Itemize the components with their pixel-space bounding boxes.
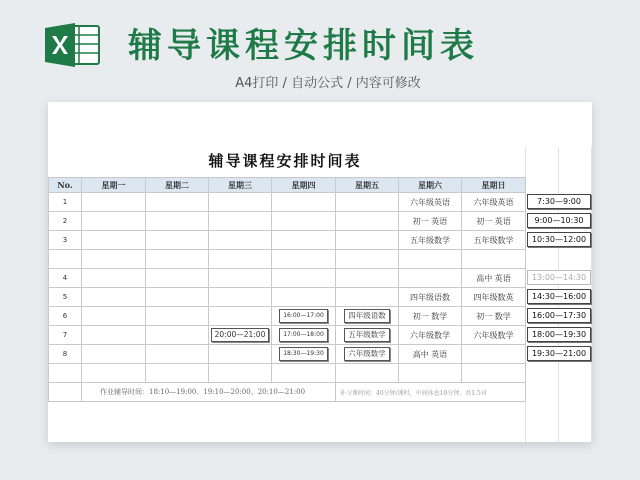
schedule-cell[interactable]: [82, 231, 146, 250]
schedule-cell[interactable]: 初一 数学: [399, 307, 462, 326]
table-row: [49, 212, 526, 231]
row-number: 1: [49, 193, 82, 212]
table-row: [49, 307, 526, 326]
schedule-cell[interactable]: [336, 307, 399, 326]
schedule-cell[interactable]: [336, 288, 399, 307]
footnote-row: [49, 383, 526, 402]
schedule-cell[interactable]: [209, 250, 272, 269]
cell-box: 18:30—19:30: [279, 347, 328, 361]
schedule-cell[interactable]: [399, 269, 462, 288]
table-row: [49, 288, 526, 307]
excel-icon: [43, 22, 101, 68]
schedule-cell[interactable]: [146, 288, 209, 307]
schedule-cell[interactable]: [209, 364, 272, 383]
time-slot: [526, 306, 592, 325]
schedule-cell[interactable]: [399, 250, 462, 269]
schedule-cell[interactable]: 初一 英语: [462, 212, 526, 231]
column-header[interactable]: 星期一: [82, 178, 146, 193]
schedule-cell[interactable]: [209, 212, 272, 231]
time-slot: [526, 192, 592, 211]
schedule-cell[interactable]: 初一 数学: [462, 307, 526, 326]
schedule-cell[interactable]: 高中 英语: [462, 269, 526, 288]
table-row: [49, 193, 526, 212]
row-number: 4: [49, 269, 82, 288]
schedule-cell[interactable]: [146, 212, 209, 231]
schedule-cell[interactable]: [82, 269, 146, 288]
schedule-cell[interactable]: [82, 288, 146, 307]
cell-box: 五年级数学: [344, 328, 390, 342]
schedule-cell[interactable]: [336, 193, 399, 212]
schedule-cell[interactable]: [272, 250, 336, 269]
row-number: [49, 383, 82, 402]
column-header[interactable]: 星期三: [209, 178, 272, 193]
schedule-cell[interactable]: [209, 193, 272, 212]
table-row: [49, 250, 526, 269]
time-slot-label[interactable]: 16:00—17:30: [527, 308, 591, 323]
spreadsheet-preview: [48, 102, 592, 442]
time-slot-label[interactable]: 7:30—9:00: [527, 194, 591, 209]
schedule-cell[interactable]: 高中 英语: [399, 345, 462, 364]
schedule-cell[interactable]: [336, 212, 399, 231]
schedule-cell[interactable]: [336, 231, 399, 250]
column-header[interactable]: 星期二: [146, 178, 209, 193]
cell-box: 六年级数学: [344, 347, 390, 361]
row-number: 6: [49, 307, 82, 326]
schedule-cell[interactable]: 六年级英语: [462, 193, 526, 212]
schedule-cell[interactable]: [82, 326, 146, 345]
table-row: [49, 345, 526, 364]
table-row: [49, 231, 526, 250]
schedule-cell[interactable]: [272, 345, 336, 364]
schedule-cell[interactable]: [82, 250, 146, 269]
schedule-cell[interactable]: [272, 269, 336, 288]
schedule-cell[interactable]: [462, 250, 526, 269]
time-slot: [526, 344, 592, 363]
schedule-cell[interactable]: [272, 326, 336, 345]
time-column-spacer: [526, 177, 592, 192]
schedule-cell[interactable]: [82, 212, 146, 231]
time-slot-label[interactable]: 9:00—10:30: [527, 213, 591, 228]
schedule-cell[interactable]: [209, 288, 272, 307]
schedule-cell[interactable]: [272, 288, 336, 307]
cell-box: 四年级语数: [344, 309, 390, 323]
schedule-cell[interactable]: [272, 231, 336, 250]
row-number: [49, 364, 82, 383]
schedule-cell[interactable]: [272, 307, 336, 326]
table-row: [49, 364, 526, 383]
row-number: 7: [49, 326, 82, 345]
schedule-cell[interactable]: 四年级数英: [462, 288, 526, 307]
time-slot: [526, 287, 592, 306]
schedule-cell[interactable]: [462, 364, 526, 383]
column-header[interactable]: No.: [49, 178, 82, 193]
schedule-cell[interactable]: 六年级英语: [399, 193, 462, 212]
schedule-cell[interactable]: 六年级数学: [462, 326, 526, 345]
schedule-cell[interactable]: [146, 250, 209, 269]
column-header[interactable]: 星期五: [336, 178, 399, 193]
table-row: [49, 326, 526, 345]
schedule-cell[interactable]: [146, 364, 209, 383]
table-row: [49, 269, 526, 288]
schedule-cell[interactable]: [146, 231, 209, 250]
row-number: 8: [49, 345, 82, 364]
schedule-cell[interactable]: [336, 364, 399, 383]
time-slot: [526, 230, 592, 249]
schedule-cell[interactable]: [336, 250, 399, 269]
schedule-cell[interactable]: [82, 193, 146, 212]
time-slot: [526, 249, 592, 268]
schedule-cell[interactable]: [146, 326, 209, 345]
time-slot: [526, 211, 592, 230]
homework-time-note: 作业辅导时间：18:10—19:00、19:10—20:00、20:10—21:00: [82, 383, 336, 402]
time-slot: [526, 268, 592, 287]
time-slot-label[interactable]: 10:30—12:00: [527, 232, 591, 247]
schedule-cell[interactable]: [82, 307, 146, 326]
schedule-cell[interactable]: [272, 212, 336, 231]
column-header[interactable]: 星期四: [272, 178, 336, 193]
schedule-cell[interactable]: [82, 364, 146, 383]
schedule-cell[interactable]: [272, 193, 336, 212]
schedule-cell[interactable]: [462, 345, 526, 364]
schedule-cell[interactable]: [146, 345, 209, 364]
schedule-cell[interactable]: [336, 345, 399, 364]
schedule-cell[interactable]: [146, 269, 209, 288]
schedule-cell[interactable]: [336, 326, 399, 345]
schedule-cell[interactable]: 初一 英语: [399, 212, 462, 231]
time-slot-label[interactable]: 19:30—21:00: [527, 346, 591, 361]
schedule-cell[interactable]: [82, 345, 146, 364]
schedule-cell[interactable]: [209, 231, 272, 250]
schedule-cell[interactable]: [336, 269, 399, 288]
schedule-cell[interactable]: 四年级语数: [399, 288, 462, 307]
sheet-title: 辅导课程安排时间表: [208, 152, 362, 170]
tutoring-time-note: 补习课时间：40分钟/课时，中间休息10分钟，共1.5对: [336, 383, 526, 402]
cell-box: 20:00—21:00: [211, 328, 270, 342]
schedule-cell[interactable]: 五年级数学: [399, 231, 462, 250]
schedule-cell[interactable]: [146, 193, 209, 212]
schedule-cell[interactable]: [209, 269, 272, 288]
page-subtitle: A4打印 / 自动公式 / 内容可修改: [235, 76, 421, 91]
schedule-table: [48, 177, 526, 402]
schedule-cell[interactable]: 六年级数学: [399, 326, 462, 345]
column-header[interactable]: 星期日: [462, 178, 526, 193]
time-slot-label[interactable]: 13:00—14:30: [527, 270, 591, 285]
schedule-cell[interactable]: [146, 307, 209, 326]
time-slot-label[interactable]: 14:30—16:00: [527, 289, 591, 304]
column-header[interactable]: 星期六: [399, 178, 462, 193]
time-slot: [526, 325, 592, 344]
schedule-cell[interactable]: [272, 364, 336, 383]
schedule-cell[interactable]: [399, 364, 462, 383]
schedule-cell[interactable]: [209, 307, 272, 326]
schedule-cell[interactable]: 五年级数学: [462, 231, 526, 250]
schedule-cell[interactable]: [209, 345, 272, 364]
page-title: 辅导课程安排时间表: [128, 26, 479, 66]
time-slot-label[interactable]: 18:00—19:30: [527, 327, 591, 342]
cell-box: 16:00—17:00: [279, 309, 328, 323]
row-number: [49, 250, 82, 269]
cell-box: 17:00—18:00: [279, 328, 328, 342]
time-slot-column: [526, 177, 592, 363]
schedule-cell[interactable]: [209, 326, 272, 345]
row-number: 3: [49, 231, 82, 250]
row-number: 2: [49, 212, 82, 231]
row-number: 5: [49, 288, 82, 307]
